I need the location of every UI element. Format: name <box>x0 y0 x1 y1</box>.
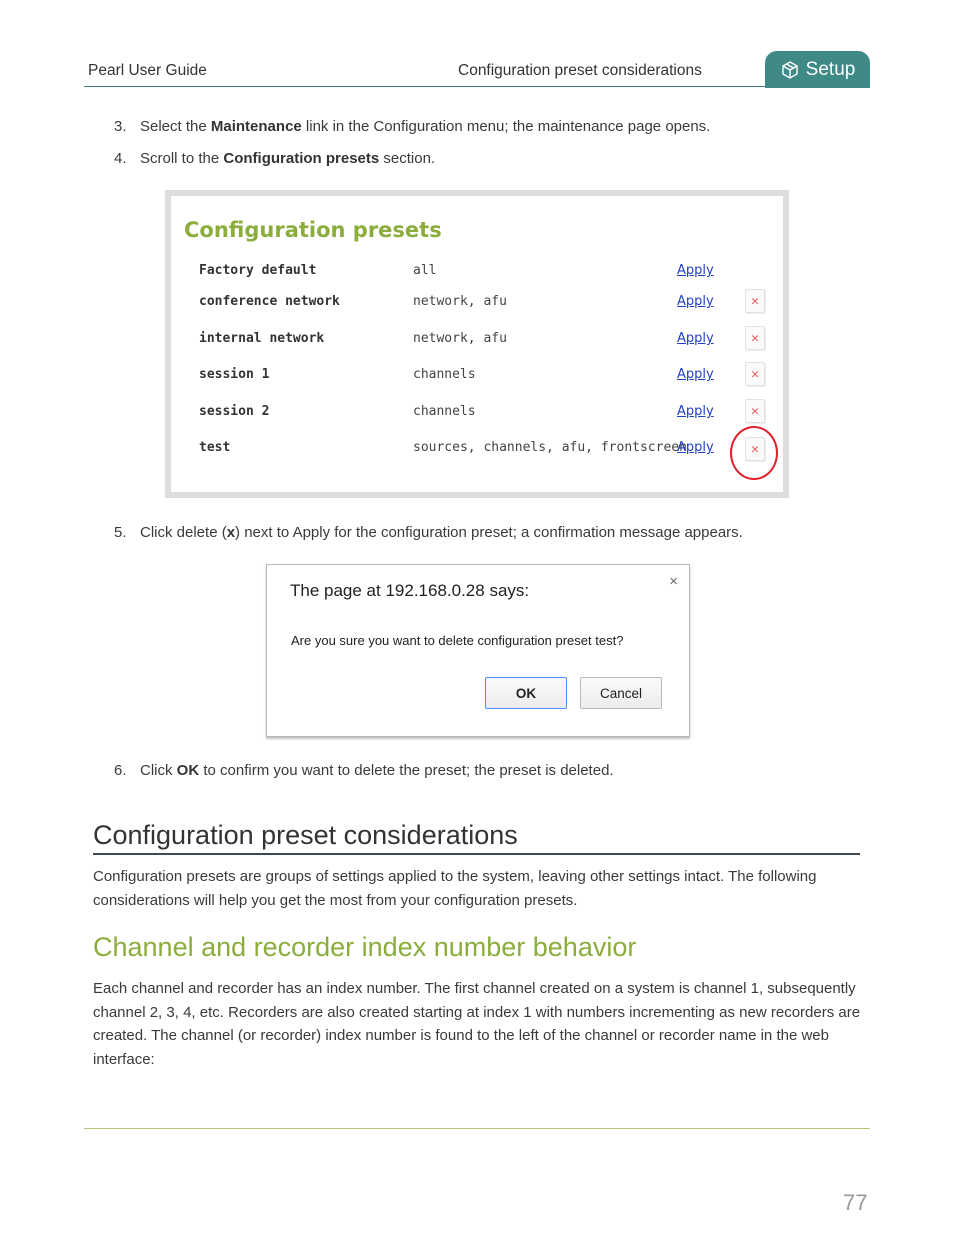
dialog-title: The page at 192.168.0.28 says: <box>290 581 530 600</box>
section-heading-rule <box>93 853 860 855</box>
preset-value: sources, channels, afu, frontscreen <box>413 440 687 455</box>
page-number: 77 <box>843 1190 868 1215</box>
config-presets-panel <box>171 196 783 492</box>
confirm-dialog <box>266 564 690 737</box>
subsection-heading: Channel and recorder index number behavior <box>93 932 637 962</box>
step-bold-text: OK <box>176 762 200 779</box>
delete-icon[interactable]: ✕ <box>745 326 765 350</box>
dialog-message: Are you sure you want to delete configuration preset test? <box>291 633 624 648</box>
highlight-circle <box>730 426 778 480</box>
step-number: 3. <box>114 118 127 135</box>
step-bold-text: Maintenance <box>210 118 302 135</box>
step-3 <box>114 117 710 137</box>
preset-name: session 1 <box>199 367 270 382</box>
step-bold-text: Configuration presets <box>223 150 380 167</box>
ok-button[interactable]: OK <box>485 677 567 709</box>
step-text: section. <box>379 150 436 167</box>
footer-divider <box>84 1128 870 1129</box>
preset-value: network, afu <box>413 331 507 346</box>
preset-apply-link[interactable]: Apply <box>677 440 714 455</box>
preset-value: network, afu <box>413 294 507 309</box>
step-text: Select the <box>140 118 211 135</box>
delete-icon[interactable]: ✕ <box>745 399 765 423</box>
preset-name: session 2 <box>199 404 270 419</box>
preset-apply-link[interactable]: Apply <box>677 367 714 382</box>
preset-name: internal network <box>199 331 325 346</box>
header-guide-title: Pearl User Guide <box>88 62 207 79</box>
step-number: 4. <box>114 150 127 167</box>
close-icon[interactable]: × <box>669 573 678 590</box>
preset-apply-link[interactable]: Apply <box>677 331 714 346</box>
cancel-button[interactable]: Cancel <box>580 677 662 709</box>
delete-icon[interactable]: ✕ <box>745 437 765 461</box>
config-presets-screenshot <box>165 190 789 498</box>
preset-value: channels <box>413 404 476 419</box>
preset-row <box>171 404 783 434</box>
setup-tab-label: Setup <box>805 58 856 80</box>
preset-apply-link[interactable]: Apply <box>677 294 714 309</box>
step-5 <box>114 523 743 543</box>
preset-name: conference network <box>199 294 340 309</box>
delete-icon[interactable]: ✕ <box>745 289 765 313</box>
preset-row <box>171 263 783 293</box>
step-text: link in the Configuration menu; the maintenance page opens. <box>301 118 711 135</box>
setup-tab <box>765 51 870 88</box>
preset-apply-link[interactable]: Apply <box>677 404 714 419</box>
preset-row <box>171 294 783 324</box>
preset-name: Factory default <box>199 263 317 278</box>
preset-row <box>171 367 783 397</box>
preset-row <box>171 331 783 361</box>
step-text: Click <box>140 762 177 779</box>
section-body: Configuration presets are groups of settings applied to the system, leaving other settings intact. The following considerations will help you get the most from your configuration presets. <box>93 868 817 909</box>
step-number: 6. <box>114 762 127 779</box>
preset-apply-link[interactable]: Apply <box>677 263 714 278</box>
preset-name: test <box>199 440 231 455</box>
step-text: Scroll to the <box>140 150 224 167</box>
header-divider <box>84 86 766 87</box>
preset-value: all <box>413 263 437 278</box>
delete-icon[interactable]: ✕ <box>745 362 765 386</box>
step-text: to confirm you want to delete the preset; the preset is deleted. <box>199 762 614 779</box>
step-text: Click delete ( <box>140 524 227 541</box>
step-number: 5. <box>114 524 127 541</box>
config-presets-title: Configuration presets <box>184 218 442 242</box>
step-6 <box>114 761 614 781</box>
preset-row <box>171 440 783 470</box>
cube-icon <box>780 60 800 80</box>
section-heading: Configuration preset considerations <box>93 820 518 850</box>
subsection-body: Each channel and recorder has an index number. The first channel created on a system is channel 1, subsequently channel 2, 3, 4, etc. Recorders are also created starting at index 1 with numbers incrementing as new recorders are created. The channel (or recorder) index number is found to the left of the channel or recorder name in the web interface: <box>93 980 861 1068</box>
step-4 <box>114 149 435 169</box>
step-bold-text: x <box>226 524 236 541</box>
step-text: ) next to Apply for the configuration preset; a confirmation message appears. <box>235 524 743 541</box>
preset-value: channels <box>413 367 476 382</box>
header-section-title: Configuration preset considerations <box>458 62 702 79</box>
